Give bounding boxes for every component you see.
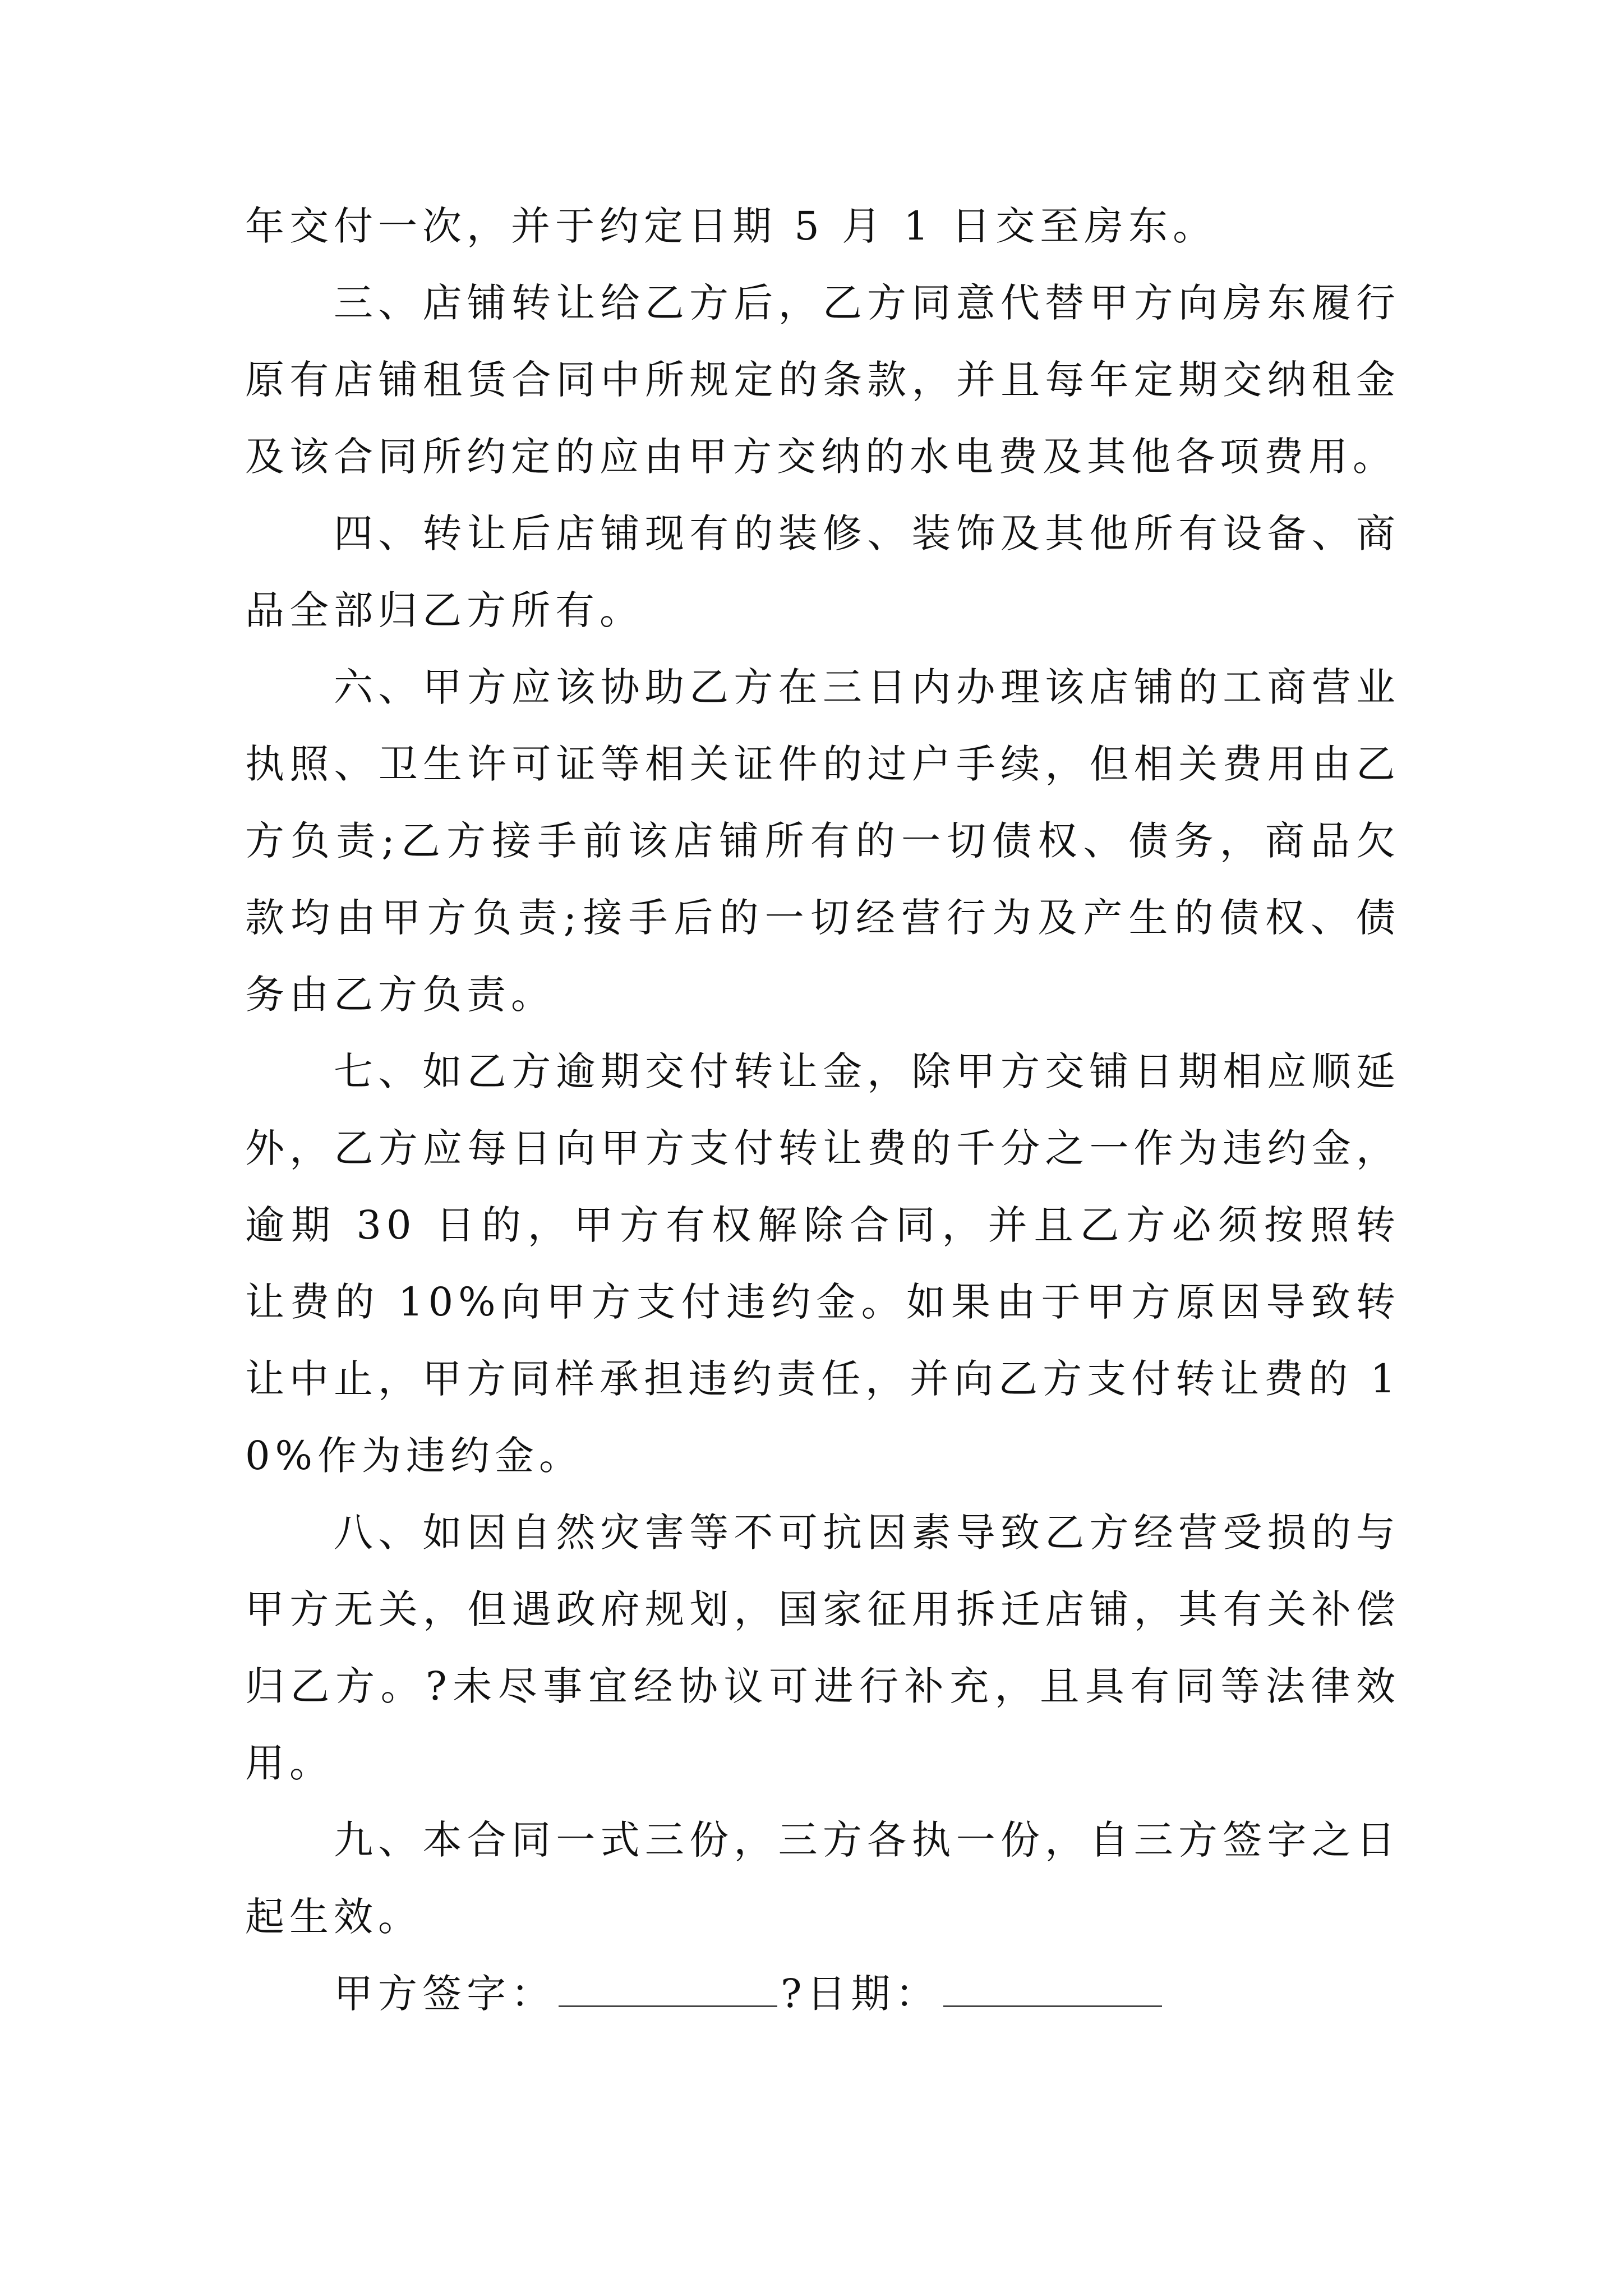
paragraph-clause-7: 七、如乙方逾期交付转让金，除甲方交铺日期相应顺延外，乙方应每日向甲方支付转让费的千分之一作为违约金，逾期 30 日的，甲方有权解除合同，并且乙方必须按照转让费的 10%向甲方支付违约金。如果由于甲方原因导致转让中止，甲方同样承担违约责任，并向乙方支付转让费的 10%作为违约金。 — [245, 1048, 1400, 1479]
paragraph-clause-8: 八、如因自然灾害等不可抗因素导致乙方经营受损的与甲方无关，但遇政府规划，国家征用拆迁店铺，其有关补偿归乙方。?未尽事宜经协议可进行补充，且具有同等法律效用。 — [245, 1510, 1400, 1786]
paragraph-clause-3: 三、店铺转让给乙方后，乙方同意代替甲方向房东履行原有店铺租赁合同中所规定的条款，并且每年定期交纳租金及该合同所约定的应由甲方交纳的水电费及其他各项费用。 — [245, 280, 1400, 480]
paragraph-rent-payment: 年交付一次，并于约定日期 5 月 1 日交至房东。 — [245, 203, 1218, 249]
paragraph-clause-6: 六、甲方应该协助乙方在三日内办理该店铺的工商营业执照、卫生许可证等相关证件的过户手续，但相关费用由乙方负责;乙方接手前该店铺所有的一切债权、债务，商品欠款均由甲方负责;接手后的一切经营行为及产生的债权、债务由乙方负责。 — [245, 664, 1400, 1018]
signature-date-label: ?日期： — [781, 1971, 940, 2017]
party-a-signature-blank[interactable] — [559, 1972, 777, 2007]
signature-line — [245, 1955, 1400, 2032]
paragraph-clause-4: 四、转让后店铺现有的装修、装饰及其他所有设备、商品全部归乙方所有。 — [245, 510, 1400, 633]
contract-body — [245, 188, 1400, 2032]
party-a-signature-label: 甲方签字： — [334, 1971, 555, 2017]
paragraph-clause-9: 九、本合同一式三份，三方各执一份，自三方签字之日起生效。 — [245, 1817, 1400, 1940]
signature-date-blank[interactable] — [943, 1972, 1162, 2007]
